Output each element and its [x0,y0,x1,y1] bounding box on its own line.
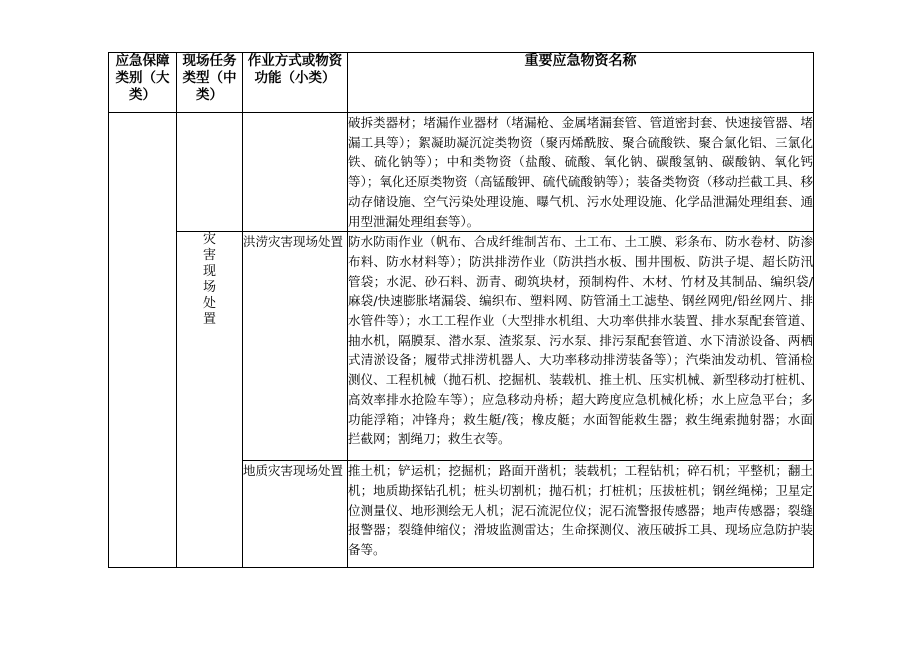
header-operation-minor: 作业方式或物资功能（小类） [243,53,348,113]
task-type-label: 灾害现场处置 [202,232,216,328]
material-names-cell: 破拆类器材；堵漏作业器材（堵漏枪、金属堵漏套管、管道密封套、快速接管器、堵漏工具等）；絮凝助凝沉淀类物资（聚丙烯酰胺、聚合硫酸铁、聚合氯化铝、三氯化铁、硫化钠等）；中和类物资（盐酸、硫酸、氧化钠、碳酸氢钠、碳酸钠、氧化钙等）；氧化还原类物资（高锰酸钾、硫代硫酸钠等）；装备类物资（移动拦截工具、移动存储设施、空气污染处理设施、曝气机、污水处理设施、化学品泄漏处理组套、通用型泄漏处理组套等）。 [348,113,814,232]
category-cell [109,113,177,568]
header-category-major: 应急保障类别（大类） [109,53,177,113]
operation-cell: 地质灾害现场处置 [243,461,348,568]
material-names-cell: 防水防雨作业（帆布、合成纤维制苫布、土工布、土工膜、彩条布、防水卷材、防渗布料、防水材料等）；防洪排涝作业（防洪挡水板、围井围板、防洪子堤、超长防汛管袋；水泥、砂石料、沥青、砌筑块材，预制构件、木材、竹材及其制品、编织袋/麻袋/快速膨胀堵漏袋、编织布、塑料网、防管涌土工滤垫、钢丝网兜/铅丝网片、排水管件等）；水工工程作业（大型排水机组、大功率供排水装置、排水泵配套管道、抽水机，隔膜泵、潜水泵、渣浆泵、污水泵、排污泵配套管道、水下清淤设备、两栖式清淤设备；履带式排涝机器人、大功率移动排涝装备等）；汽柴油发动机、管涌检测仪、工程机械（抛石机、挖掘机、装载机、推土机、压实机械、新型移动打桩机、高效率排水抢险车等）；应急移动舟桥；超大跨度应急机械化桥；水上应急平台；多功能浮箱；冲锋舟；救生艇/筏；橡皮艇；水面智能救生器；救生绳索抛射器；水面拦截网；割绳刀；救生衣等。 [348,232,814,461]
material-names-cell: 推土机；铲运机；挖掘机；路面开凿机；装载机；工程钻机；碎石机；平整机；翻土机；地质勘探钻孔机；桩头切割机；抛石机；打桩机；压拔桩机；钢丝绳梯；卫星定位测量仪、地形测绘无人机；泥石流泥位仪；泥石流警报传感器；地声传感器；裂缝报警器；裂缝伸缩仪；滑坡监测雷达；生命探测仪、液压破拆工具、现场应急防护装备等。 [348,461,814,568]
materials-table [108,52,814,568]
table-row [109,113,814,232]
header-material-names: 重要应急物资名称 [348,53,814,113]
operation-cell: 洪涝灾害现场处置 [243,232,348,461]
header-row [109,53,814,113]
task-type-cell [177,113,243,232]
operation-cell [243,113,348,232]
task-type-cell [177,232,243,568]
header-task-type-medium: 现场任务类型（中类） [177,53,243,113]
table-row [109,232,814,461]
